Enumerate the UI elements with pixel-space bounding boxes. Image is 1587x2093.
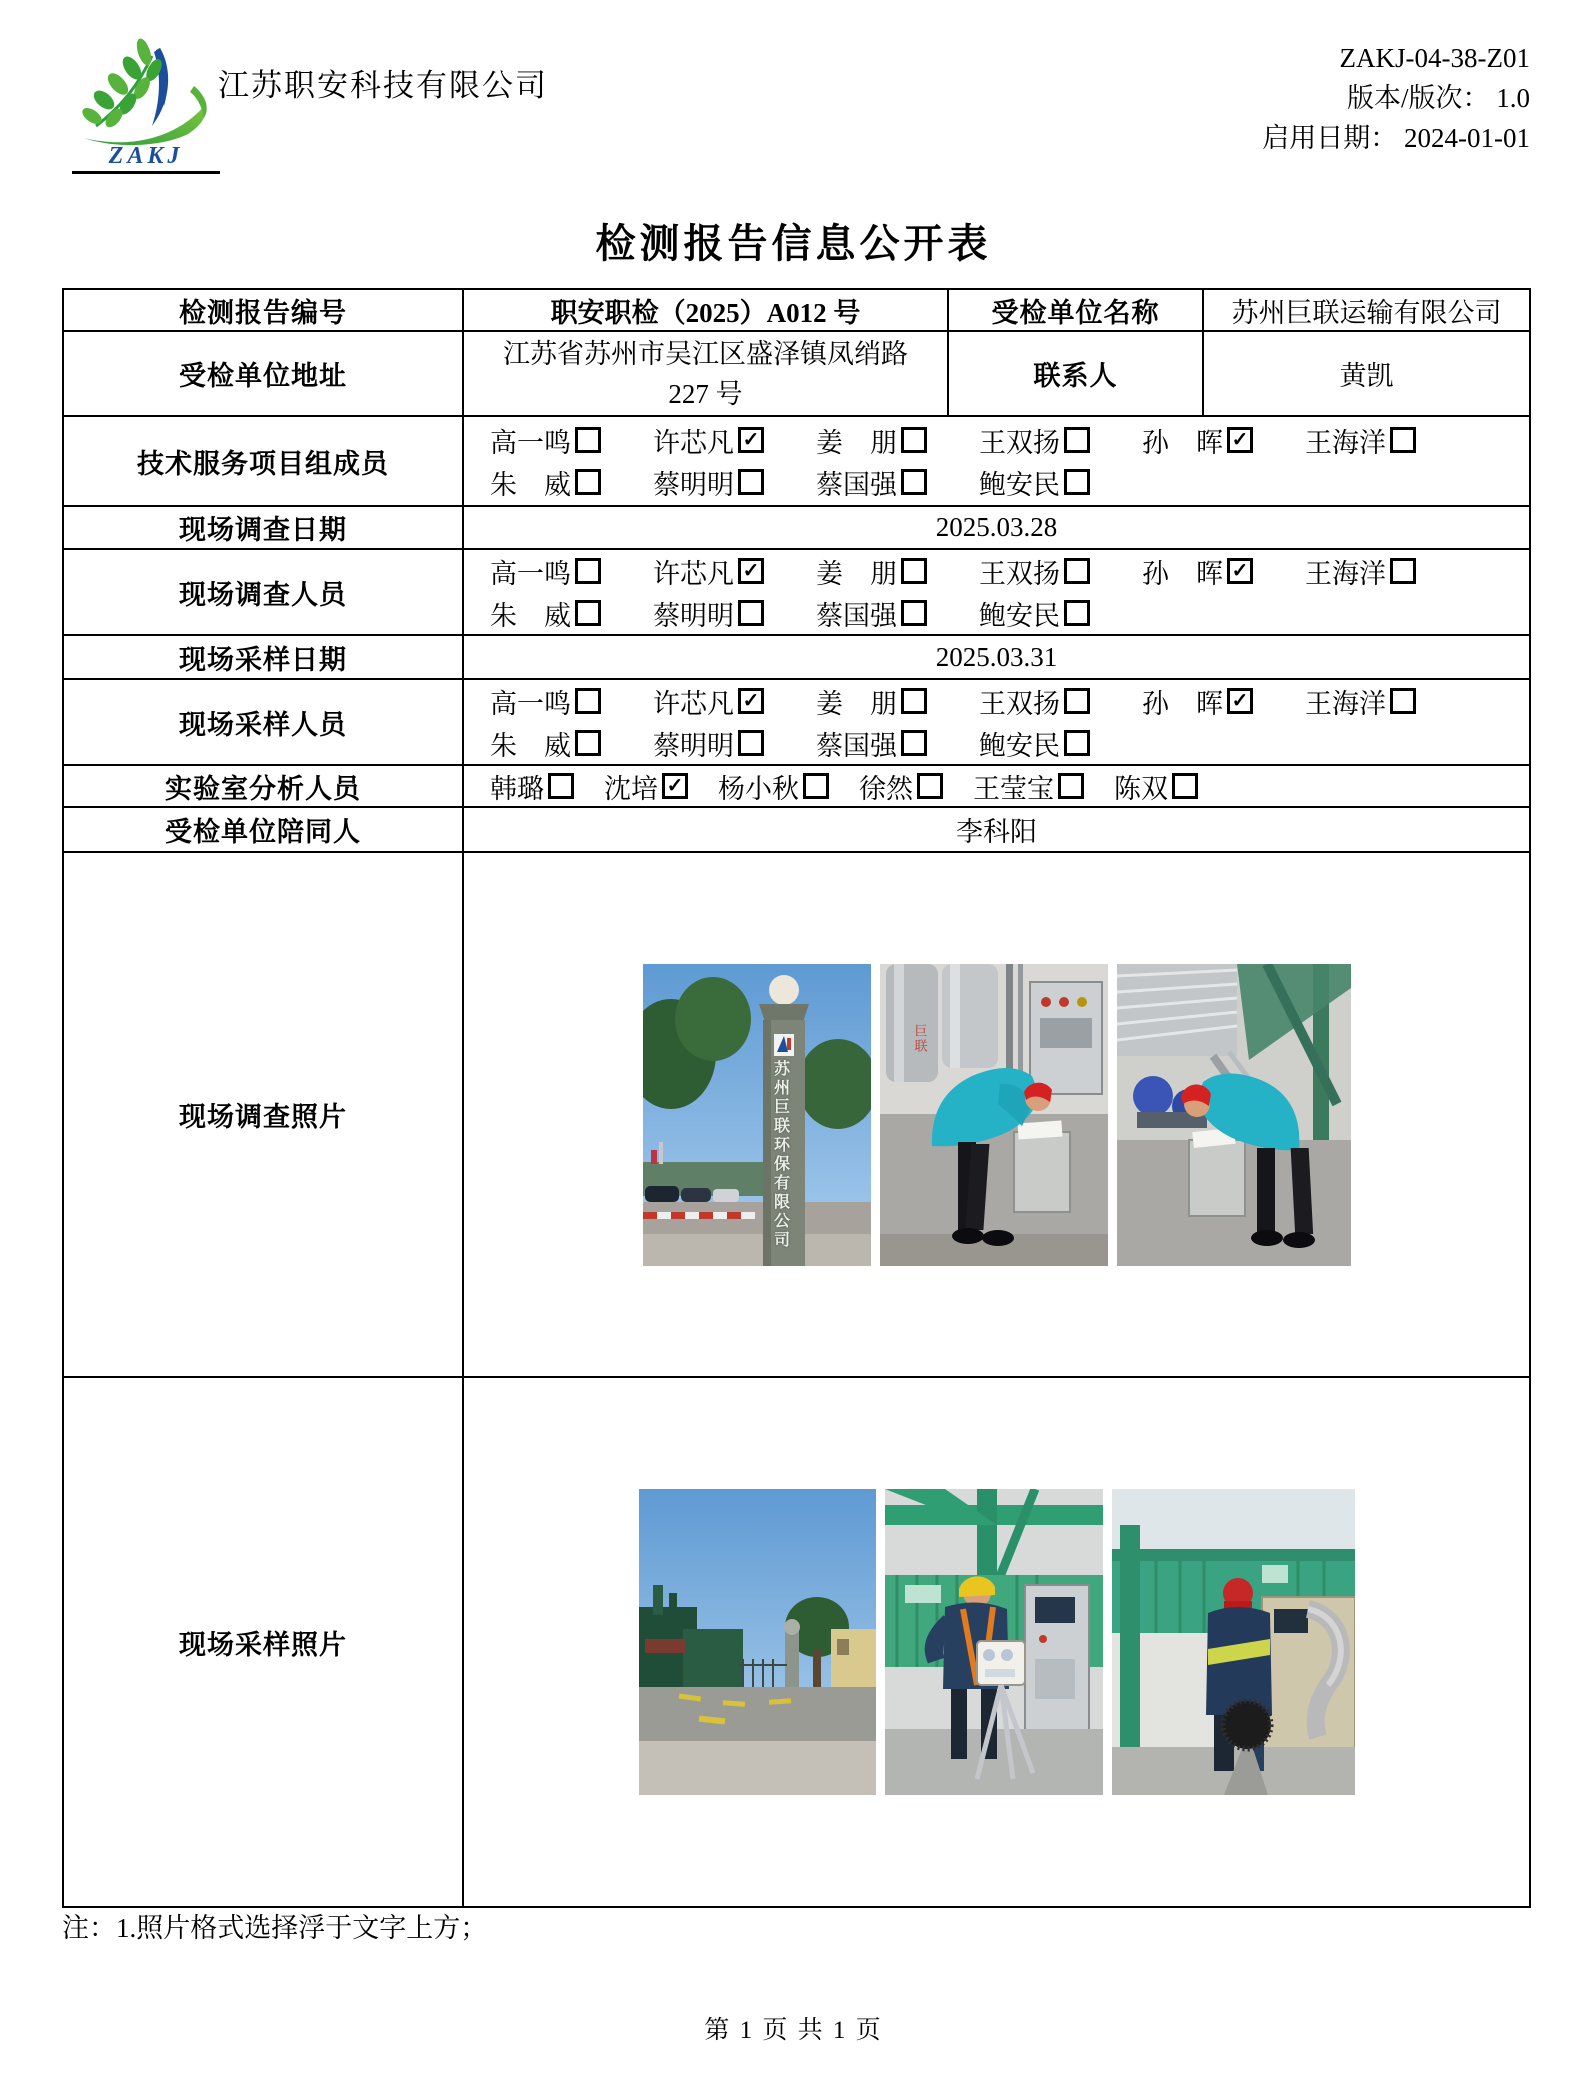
empty-checkbox[interactable] (575, 469, 601, 495)
member-line (464, 680, 1529, 722)
contact-label: 联系人 (948, 331, 1203, 416)
worker-recording-survey-photo-2 (1117, 964, 1351, 1266)
checked-checkbox[interactable]: ✓ (1227, 688, 1253, 714)
member-name: 许芯凡 (653, 688, 734, 719)
sampling-date-label: 现场采样日期 (63, 635, 463, 679)
member-item (718, 767, 829, 806)
checked-checkbox[interactable]: ✓ (738, 558, 764, 584)
member-name: 王海洋 (1305, 427, 1386, 458)
sampling-staff-cell (463, 679, 1530, 765)
member-name: 韩璐 (490, 773, 544, 804)
empty-checkbox[interactable] (575, 558, 601, 584)
member-item (816, 463, 927, 502)
company-logo (72, 34, 220, 174)
empty-checkbox[interactable] (901, 469, 927, 495)
member-item (490, 724, 601, 763)
team-label: 技术服务项目组成员 (63, 416, 463, 506)
member-name: 蔡明明 (653, 469, 734, 500)
member-name: 朱 威 (490, 600, 571, 631)
member-name: 孙 晖 (1142, 558, 1223, 589)
member-item (490, 594, 601, 633)
member-name: 徐然 (859, 773, 913, 804)
member-name: 王海洋 (1305, 688, 1386, 719)
org-name-value: 苏州巨联运输有限公司 (1203, 289, 1530, 331)
companion-value: 李科阳 (463, 807, 1530, 852)
empty-checkbox[interactable] (1064, 469, 1090, 495)
table-row (63, 331, 1530, 416)
member-item (1305, 421, 1416, 460)
empty-checkbox[interactable] (901, 730, 927, 756)
empty-checkbox[interactable] (901, 558, 927, 584)
empty-checkbox[interactable] (1064, 730, 1090, 756)
document-effective-date: 启用日期： 2024-01-01 (1262, 123, 1530, 153)
worker-noise-measurement-photo (1112, 1489, 1355, 1795)
member-name: 姜 朋 (816, 427, 897, 458)
svg-text:巨联: 巨联 (912, 1023, 927, 1054)
member-item (816, 724, 927, 763)
member-item (1305, 682, 1416, 721)
member-name: 许芯凡 (653, 427, 734, 458)
empty-checkbox[interactable] (1064, 427, 1090, 453)
empty-checkbox[interactable] (1390, 688, 1416, 714)
sampling-photos-label: 现场采样照片 (63, 1377, 463, 1907)
gate-sign-text: 苏州巨联环保有限公司 (771, 1059, 789, 1250)
member-name: 鲍安民 (979, 600, 1060, 631)
empty-checkbox[interactable] (575, 427, 601, 453)
member-item (490, 552, 601, 591)
factory-gate-sign-photo (643, 964, 871, 1266)
member-item (1142, 682, 1253, 721)
member-name: 朱 威 (490, 469, 571, 500)
report-no-label: 检测报告编号 (63, 289, 463, 331)
member-item (1142, 421, 1253, 460)
survey-staff-label: 现场调查人员 (63, 549, 463, 635)
member-line (464, 722, 1529, 764)
member-name: 王莹宝 (973, 773, 1054, 804)
document-code: ZAKJ-04-38-Z01 (1339, 43, 1530, 73)
member-name: 姜 朋 (816, 688, 897, 719)
worker-recording-survey-photo-1 (880, 964, 1108, 1266)
member-item (490, 767, 574, 806)
member-item (1114, 767, 1198, 806)
factory-yard-road-photo (639, 1489, 876, 1795)
member-name: 王双扬 (979, 558, 1060, 589)
empty-checkbox[interactable] (1058, 773, 1084, 799)
leaf-logo-icon (76, 34, 216, 146)
member-name: 鲍安民 (979, 469, 1060, 500)
logo-underline (72, 171, 220, 174)
empty-checkbox[interactable] (1064, 600, 1090, 626)
survey-staff-cell (463, 549, 1530, 635)
page-title: 检测报告信息公开表 (595, 221, 992, 266)
table-row (63, 765, 1530, 807)
member-name: 蔡明明 (653, 730, 734, 761)
member-item (979, 552, 1090, 591)
member-name: 蔡国强 (816, 469, 897, 500)
member-name: 蔡国强 (816, 730, 897, 761)
member-item (816, 682, 927, 721)
table-row (63, 506, 1530, 549)
empty-checkbox[interactable] (575, 730, 601, 756)
empty-checkbox[interactable] (1390, 558, 1416, 584)
empty-checkbox[interactable] (575, 688, 601, 714)
member-item (653, 463, 764, 502)
footnote: 注：1.照片格式选择浮于文字上方； (62, 1913, 488, 1943)
member-name: 陈双 (1114, 773, 1168, 804)
member-item (816, 552, 927, 591)
checked-checkbox[interactable]: ✓ (738, 688, 764, 714)
sampling-date-value: 2025.03.31 (463, 635, 1530, 679)
empty-checkbox[interactable] (901, 427, 927, 453)
member-name: 鲍安民 (979, 730, 1060, 761)
empty-checkbox[interactable] (738, 730, 764, 756)
worker-air-sampling-tripod-photo (885, 1489, 1103, 1795)
companion-label: 受检单位陪同人 (63, 807, 463, 852)
member-line (464, 461, 1529, 503)
member-item (653, 594, 764, 633)
table-row (63, 289, 1530, 331)
empty-checkbox[interactable] (1064, 688, 1090, 714)
table-row (63, 635, 1530, 679)
checked-checkbox[interactable]: ✓ (1227, 427, 1253, 453)
member-item (604, 767, 688, 806)
member-name: 姜 朋 (816, 558, 897, 589)
table-row (63, 679, 1530, 765)
survey-photos-label: 现场调查照片 (63, 852, 463, 1377)
member-item (490, 682, 601, 721)
contact-value: 黄凯 (1203, 331, 1530, 416)
member-item (979, 594, 1090, 633)
member-name: 蔡国强 (816, 600, 897, 631)
checked-checkbox[interactable]: ✓ (662, 773, 688, 799)
member-item (490, 463, 601, 502)
member-item (653, 682, 764, 721)
member-name: 高一鸣 (490, 427, 571, 458)
member-line (464, 550, 1529, 592)
member-name: 沈培 (604, 773, 658, 804)
survey-date-label: 现场调查日期 (63, 506, 463, 549)
empty-checkbox[interactable] (1390, 427, 1416, 453)
company-name: 江苏职安科技有限公司 (218, 68, 548, 103)
member-name: 王海洋 (1305, 558, 1386, 589)
member-item (979, 682, 1090, 721)
sampling-photo-strip (464, 1489, 1529, 1795)
empty-checkbox[interactable] (901, 600, 927, 626)
member-name: 王双扬 (979, 688, 1060, 719)
member-item (1142, 552, 1253, 591)
empty-checkbox[interactable] (1172, 773, 1198, 799)
empty-checkbox[interactable] (1064, 558, 1090, 584)
sampling-staff-label: 现场采样人员 (63, 679, 463, 765)
address-value: 江苏省苏州市吴江区盛泽镇凤绡路 227 号 (463, 331, 948, 416)
member-name: 蔡明明 (653, 600, 734, 631)
empty-checkbox[interactable] (575, 600, 601, 626)
member-item (490, 421, 601, 460)
member-item (653, 724, 764, 763)
empty-checkbox[interactable] (803, 773, 829, 799)
member-line (464, 766, 1529, 806)
document-meta (1262, 38, 1530, 158)
table-row (63, 416, 1530, 506)
sampling-photos-cell (463, 1377, 1530, 1907)
logo-text: ZAKJ (108, 143, 184, 169)
empty-checkbox[interactable] (917, 773, 943, 799)
member-name: 孙 晖 (1142, 688, 1223, 719)
empty-checkbox[interactable] (738, 469, 764, 495)
checked-checkbox[interactable]: ✓ (738, 427, 764, 453)
table-row (63, 807, 1530, 852)
member-item (816, 421, 927, 460)
member-name: 朱 威 (490, 730, 571, 761)
org-name-label: 受检单位名称 (948, 289, 1203, 331)
member-item (653, 552, 764, 591)
table-row (63, 852, 1530, 1377)
empty-checkbox[interactable] (548, 773, 574, 799)
lab-staff-label: 实验室分析人员 (63, 765, 463, 807)
report-info-table (62, 288, 1531, 1908)
survey-photos-cell (463, 852, 1530, 1377)
member-name: 高一鸣 (490, 558, 571, 589)
member-line (464, 419, 1529, 461)
page-number: 第 1 页 共 1 页 (704, 2017, 883, 2044)
member-item (816, 594, 927, 633)
member-item (979, 421, 1090, 460)
member-item (1305, 552, 1416, 591)
empty-checkbox[interactable] (901, 688, 927, 714)
address-label: 受检单位地址 (63, 331, 463, 416)
table-row (63, 549, 1530, 635)
member-item (859, 767, 943, 806)
document-version: 版本/版次： 1.0 (1346, 83, 1530, 113)
member-name: 孙 晖 (1142, 427, 1223, 458)
checked-checkbox[interactable]: ✓ (1227, 558, 1253, 584)
member-item (979, 724, 1090, 763)
member-name: 高一鸣 (490, 688, 571, 719)
member-item (653, 421, 764, 460)
member-name: 王双扬 (979, 427, 1060, 458)
survey-date-value: 2025.03.28 (463, 506, 1530, 549)
member-line (464, 592, 1529, 634)
survey-photo-strip (464, 964, 1529, 1266)
lab-staff-cell (463, 765, 1530, 807)
empty-checkbox[interactable] (738, 600, 764, 626)
report-no-value: 职安职检（2025）A012 号 (463, 289, 948, 331)
team-members-cell (463, 416, 1530, 506)
member-name: 杨小秋 (718, 773, 799, 804)
member-name: 许芯凡 (653, 558, 734, 589)
member-item (973, 767, 1084, 806)
table-row (63, 1377, 1530, 1907)
member-item (979, 463, 1090, 502)
